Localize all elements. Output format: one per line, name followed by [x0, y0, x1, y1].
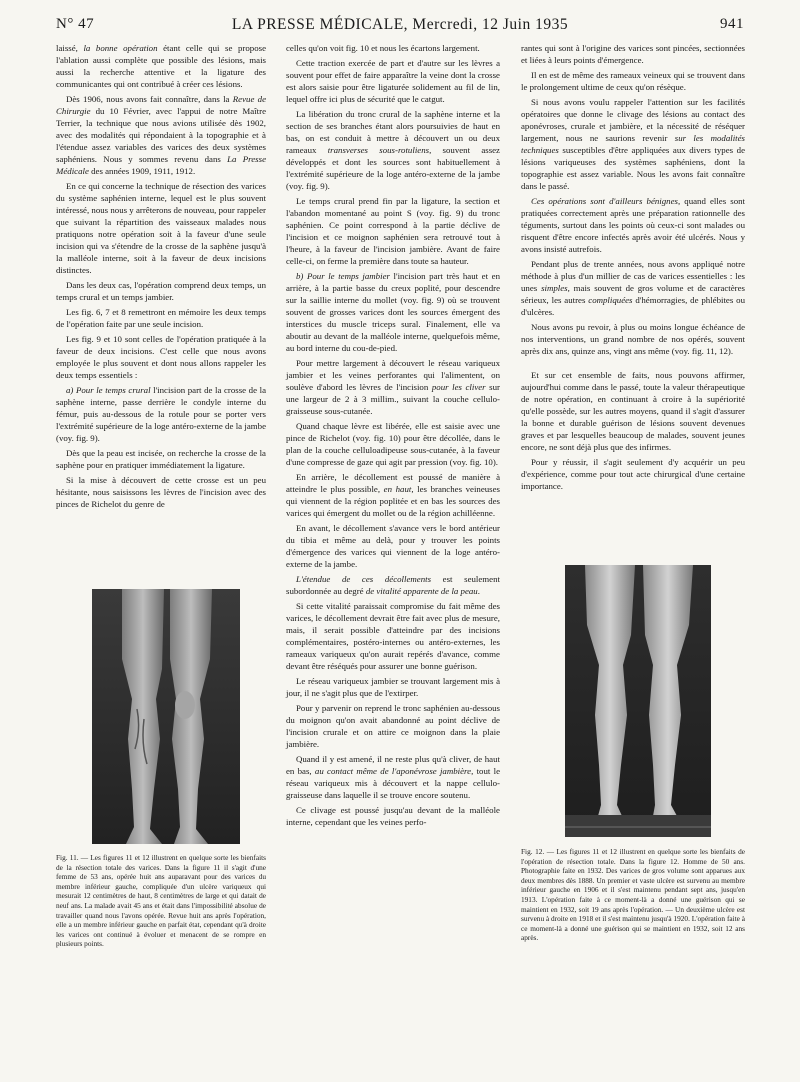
paragraph: Pour y réussir, il s'agit seulement d'y acquérir un peu d'expérience, comme pour tout acte chirurgical d'une certaine importance. [521, 457, 745, 491]
paragraph: laissé, la bonne opération étant celle qui se propose l'ablation aussi complète que possible des lésions, mais aussi la recherche attentive et la ligature des communicantes qui ont contribué à créer ces lésions. [56, 43, 266, 89]
issue-number: N° 47 [56, 16, 95, 32]
paragraph: En avant, le décollement s'avance vers le bord antérieur du tibia et même au delà, pour y trouver les points d'émergence des varices qui viennent de la loge antéro-externe de la jambe. [286, 523, 500, 569]
paragraph: Dès 1906, nous avons fait connaître, dans la Revue de Chirurgie du 10 Février, avec l'appui de notre Maître Terrier, la technique que nous avions utilisée dès 1902, avec des modalités qui répondaient à la topographie et à l'étendue assez variables des varices des deux systèmes saphéniens. Nous y sommes revenu dans La Presse Médicale des années 1909, 1911, 1912. [56, 94, 266, 176]
paragraph: Pour mettre largement à découvert le réseau variqueux jambier et les veines perforantes qui l'alimentent, on soulève d'abord les lèvres de l'incision pour les cliver sur une largeur de 2 à 3 millim., suivant la couche cellulo-graisseuse sous-cutanée. [286, 358, 500, 416]
paragraph: La libération du tronc crural de la saphène interne et la section de ses branches étant alors poursuivies de haut en bas, on est conduit à mettre à découvert un ou deux rameaux transverses sous-rotuliens, souvent assez développés et dont les sources sont habituellement à l'extrémité supérieure de la loge antéro-externe de la jambe (voy. fig. 9). [286, 109, 500, 191]
paragraph: Nous avons pu revoir, à plus ou moins longue échéance de nos interventions, un grand nombre de nos opérés, souvent après dix ans, quinze ans, vingt ans même (voy. fig. 11, 12). [521, 322, 745, 356]
paragraph: Cette traction exercée de part et d'autre sur les lèvres a souvent pour effet de faire apparaître la veine dont la crosse est alors saisie pour être ligaturée solidement au fil de lin, lequel offre ici plus de sécurité que le catgut. [286, 58, 500, 104]
text-column-2 [286, 42, 500, 831]
paragraph: Pendant plus de trente années, nous avons appliqué notre méthode à plus d'un millier de cas de varices essentielles : les unes simples, mais souvent de gros volume et de caractères sérieux, les autres compliquées d'hémorragies, de phlébites ou d'ulcères. [521, 259, 745, 317]
paragraph: Ces opérations sont d'ailleurs bénignes, quand elles sont pratiquées correctement après une préparation rationnelle des téguments, surtout dans les points où ceux-ci sont malades ou risquent d'être encore infectés après avoir été ulcérés. Nous y avons insisté autrefois. [521, 196, 745, 254]
figure-12-caption: Fig. 12. — Les figures 11 et 12 illustrent en quelque sorte les bienfaits de l'opération de résection totale. Dans la figure 12. Homme de 50 ans. Photographie faite en 1932. Des varices de gros volume sont apparues aux deux membres dès 1888. Un premier et vaste ulcère est survenu au membre inférieur gauche en 1906 et il s'est maintenu pendant sept ans, jusqu'en 1913. L'opération faite à ce moment-là a donné une guérison qui se maintient en 1932, soit 19 ans après l'opération. — Un deuxième ulcère est survenu à droite en 1918 et il s'est maintenu jusqu'à 1920. L'opération faite à ce moment-là a donné une guérison qui se maintient en 1932, soit 12 ans après. [521, 847, 745, 943]
page-header [56, 14, 744, 36]
figure-11-caption: Fig. 11. — Les figures 11 et 12 illustrent en quelque sorte les bienfaits de la résection totale des varices. Dans la figure 11 il s'agit d'une femme de 53 ans, opérée huit ans auparavant pour des varices du membre inférieur gauche, compliquée d'un ulcère variqueux qui mesurait 12 centimètres de haut, 8 centimètres de large et qui datait de neuf ans. La malade avait 45 ans et était dans l'impossibilité absolue de travailler quand nous l'avons opérée. Revue huit ans après l'opération, elle a un membre inférieur gauche en parfait état, cependant qu'à droite les varices ont continué à évoluer et menacent de se rompre en plusieurs points. [56, 853, 266, 949]
paragraph: Il en est de même des rameaux veineux qui se trouvent dans le prolongement ultime de ceux qu'on résèque. [521, 70, 745, 92]
paragraph: Quand chaque lèvre est libérée, elle est saisie avec une pince de Richelot (voy. fig. 10) pour être décollée, dans le plan de la couche celluloadipeuse sous-cutanée, à la faveur d'une compresse de gaze qui agit par pression (voy. fig. 10). [286, 421, 500, 467]
paragraph: rantes qui sont à l'origine des varices sont pincées, sectionnées et liées à leurs points d'émergence. [521, 43, 745, 65]
paragraph: Quand il y est amené, il ne reste plus qu'à cliver, de haut en bas, au contact même de l'aponévrose jambière, tout le réseau variqueux mis à découvert et la nappe cellulo-graisseuse dans laquelle il se trouve encore soutenu. [286, 754, 500, 800]
paragraph: Et sur cet ensemble de faits, nous pouvons affirmer, aujourd'hui comme dans le passé, toute la valeur thérapeutique de notre opération, en continuant à croire à la supériorité qu'elle possède, sur les autres moyens, quand il s'agit d'assurer la bonne et durable guérison de lésions souvent devenues graves et par lesquelles beaucoup de malades, souvent jeunes encore, ne sont déjà plus que des infirmes. [521, 370, 745, 452]
text-column-1 [56, 42, 266, 513]
paragraph: Les fig. 9 et 10 sont celles de l'opération pratiquée à la faveur de deux incisions. C'est celle que nous avons employée le plus souvent et dont nous allons rappeler les deux temps essentiels : [56, 334, 266, 380]
paragraph: Dans les deux cas, l'opération comprend deux temps, un temps crural et un temps jambier. [56, 280, 266, 302]
paragraph: Si cette vitalité paraissait compromise du fait même des varices, le décollement devrait être fait avec plus de mesure, mais, il serait possible d'atteindre par des incisions complémentaires, postéro-internes ou antéro-externes, les rameaux variqueux qu'on aurait repérés d'avance, comme devant être réséqués pour assurer une bonne guérison. [286, 601, 500, 671]
paragraph: a) Pour le temps crural l'incision part de la crosse de la saphène interne, passe derrière le condyle interne du fémur, puis au-dessous de la rotule pour se porter vers l'extrémité supérieure de la loge antéro-externe de la jambe (voy. fig. 9). [56, 385, 266, 443]
paragraph: Dès que la peau est incisée, on recherche la crosse de la saphène pour en pratiquer immédiatement la ligature. [56, 448, 266, 470]
legs-photo-image [92, 589, 240, 844]
figure-11-photo [92, 589, 240, 844]
journal-title: LA PRESSE MÉDICALE, Mercredi, 12 Juin 1935 [231, 16, 569, 33]
text-column-3 [521, 42, 745, 495]
paragraph: Ce clivage est poussé jusqu'au devant de la malléole interne, cependant que les veines perfo- [286, 805, 500, 827]
paragraph: Les fig. 6, 7 et 8 remettront en mémoire les deux temps de l'opération faite par une seule incision. [56, 307, 266, 329]
paragraph: Le réseau variqueux jambier se trouvant largement mis à jour, il ne s'agit plus que de l'extirper. [286, 676, 500, 698]
paragraph: En arrière, le décollement est poussé de manière à atteindre le plus possible, en haut, les branches veineuses qui viennent de la région poplitée et en bas les sources des varices qui émergent du mollet ou de la région achilléenne. [286, 472, 500, 518]
paragraph: Pour y parvenir on reprend le tronc saphénien au-dessous du moignon qu'on avait abandonné au point déclive de l'incision crurale et on attire ce moignon dans la plaie jambière. [286, 703, 500, 749]
paragraph: celles qu'on voit fig. 10 et nous les écartons largement. [286, 43, 480, 53]
paragraph: b) Pour le temps jambier l'incision part très haut et en arrière, à la partie basse du creux poplité, pour descendre sur la saillie interne du mollet (voy. fig. 9) où se trouvent souvent de grosses varices dont les sources émergent des interstices du muscle triceps sural. Finalement, elle va aboutir au devant de la malléole interne, quelquefois même, au bord interne du cou-de-pied. [286, 271, 500, 353]
paragraph: Le temps crural prend fin par la ligature, la section et l'abandon momentané au point S (voy. fig. 9) du tronc saphénien. Ce point correspond à la partie déclive de l'incision et ce moignon saphénien sera retrouvé tout à l'heure, à la faveur de l'incision jambière. Avant de faire celle-ci, on ferme la première dans toute sa hauteur. [286, 196, 500, 266]
paragraph: En ce qui concerne la technique de résection des varices du système saphénien interne, lequel est le plus souvent intéressé, nous nous y arrêterons de nouveau, pour rappeler que suivant la répartition des vaisseaux malades nous pratiquons notre opération soit à la faveur d'une seule incision qui va s'étendre de la crosse de la saphène jusqu'à la malléole interne, soit à la faveur de deux incisions distinctes. [56, 181, 266, 275]
paragraph: Si nous avons voulu rappeler l'attention sur les facilités opératoires que donne le clivage des lésions au contact des aponévroses, crurale et jambière, et la nécessité de réséquer largement, nous ne saurions revenir sur les modalités techniques susceptibles d'être appliquées aux divers types de lésions variqueuses des systèmes saphéniens, dont la topographie est assez variable. Nous les avons fait connaître dans le passé. [521, 97, 745, 191]
paragraph: Si la mise à découvert de cette crosse est un peu hésitante, nous saisissons les lèvres de l'incision avec des pinces de Richelot du genre de [56, 475, 266, 509]
paragraph: L'étendue de ces décollements est seulement subordonnée au degré de vitalité apparente de la peau. [286, 574, 500, 596]
page-number: 941 [720, 16, 744, 32]
figure-12-photo [565, 565, 711, 837]
legs-photo-image [565, 565, 711, 837]
